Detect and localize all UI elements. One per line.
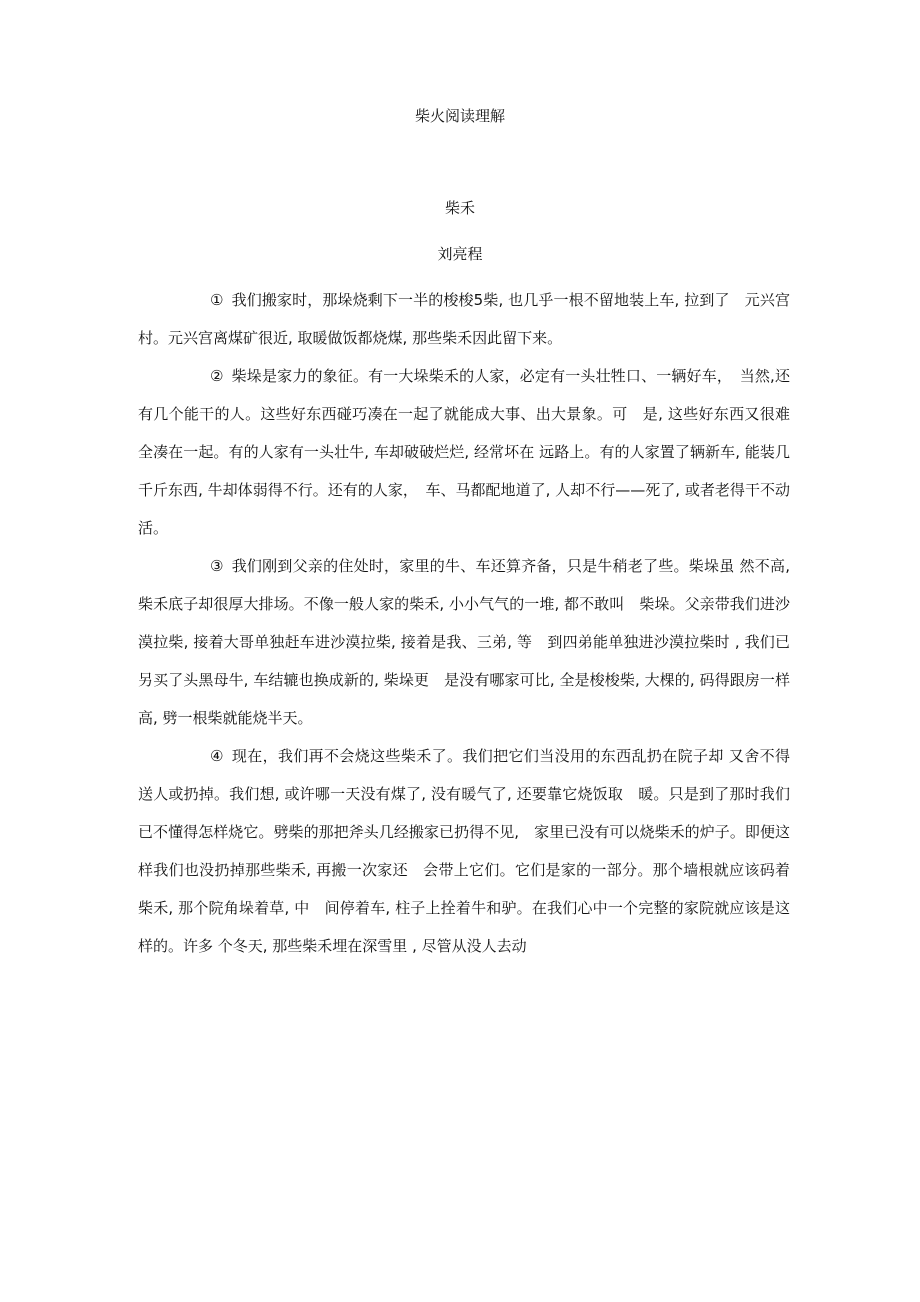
paragraph-number: ② xyxy=(210,367,224,385)
paragraph-2 xyxy=(138,357,790,547)
paragraph-4 xyxy=(138,737,790,965)
story-title: 柴禾 xyxy=(444,199,475,217)
paragraph-text: 我们搬家时，那垛烧剩下一半的梭梭5柴, 也几乎一根不留地装上车, 拉到了 元兴宫村。元兴宫离煤矿很近, 取暖做饭都烧煤, 那些柴禾因此留下来。 xyxy=(138,291,790,347)
article-body xyxy=(138,281,790,965)
paragraph-text: 柴垛是家力的象征。有一大垛柴禾的人家，必定有一头壮牲口、一辆好车， 当然,还有几个能干的人。这些好东西碰巧凑在一起了就能成大事、出大景象。可 是, 这些好东西又很难全凑在一起。有的人家有一头壮牛, 车却破破烂烂, 经常坏在 远路上。有的人家置了辆新车, 能装几千斤东西, 牛却体弱得不行。还有的人家， 车、马都配地道了, 人却不行——死了, 或者老得干不动活。 xyxy=(138,367,790,537)
paragraph-3 xyxy=(138,547,790,737)
paragraph-text: 我们刚到父亲的住处时，家里的牛、车还算齐备，只是牛稍老了些。柴垛虽 然不高, 柴禾底子却很厚大排场。不像一般人家的柴禾, 小小气气的一堆, 都不敢叫 柴垛。父亲带我们进沙漠拉柴, 接着大哥单独赶车进沙漠拉柴, 接着是我、三弟, 等 到四弟能单独进沙漠拉柴时 , 我们已另买了头黑母牛, 车结辘也换成新的, 柴垛更 是没有哪家可比, 全是梭梭柴, 大棵的, 码得跟房一样高, 劈一根柴就能烧半天。 xyxy=(138,557,790,727)
paragraph-text: 现在，我们再不会烧这些柴禾了。我们把它们当没用的东西乱扔在院子却 又舍不得送人或扔掉。我们想, 或许哪一天没有煤了, 没有暖气了, 还要靠它烧饭取 暖。只是到了那时我们已不懂得怎样烧它。劈柴的那把斧头几经搬家已扔得不见, 家里已没有可以烧柴禾的炉子。即便这样我们也没扔掉那些柴禾, 再搬一次家还 会带上它们。它们是家的一部分。那个墙根就应该码着柴禾, 那个院角垛着草, 中 间停着车, 柱子上拴着牛和驴。在我们心中一个完整的家院就应该是这样的。许多 个冬天, 那些柴禾埋在深雪里 , 尽管从没人去动 xyxy=(138,747,790,955)
paragraph-number: ③ xyxy=(210,557,224,575)
paragraph-number: ① xyxy=(210,291,224,309)
paragraph-number: ④ xyxy=(210,747,224,765)
paragraph-1 xyxy=(138,281,790,357)
author-name: 刘亮程 xyxy=(437,245,483,263)
document-title: 柴火阅读理解 xyxy=(414,107,505,125)
